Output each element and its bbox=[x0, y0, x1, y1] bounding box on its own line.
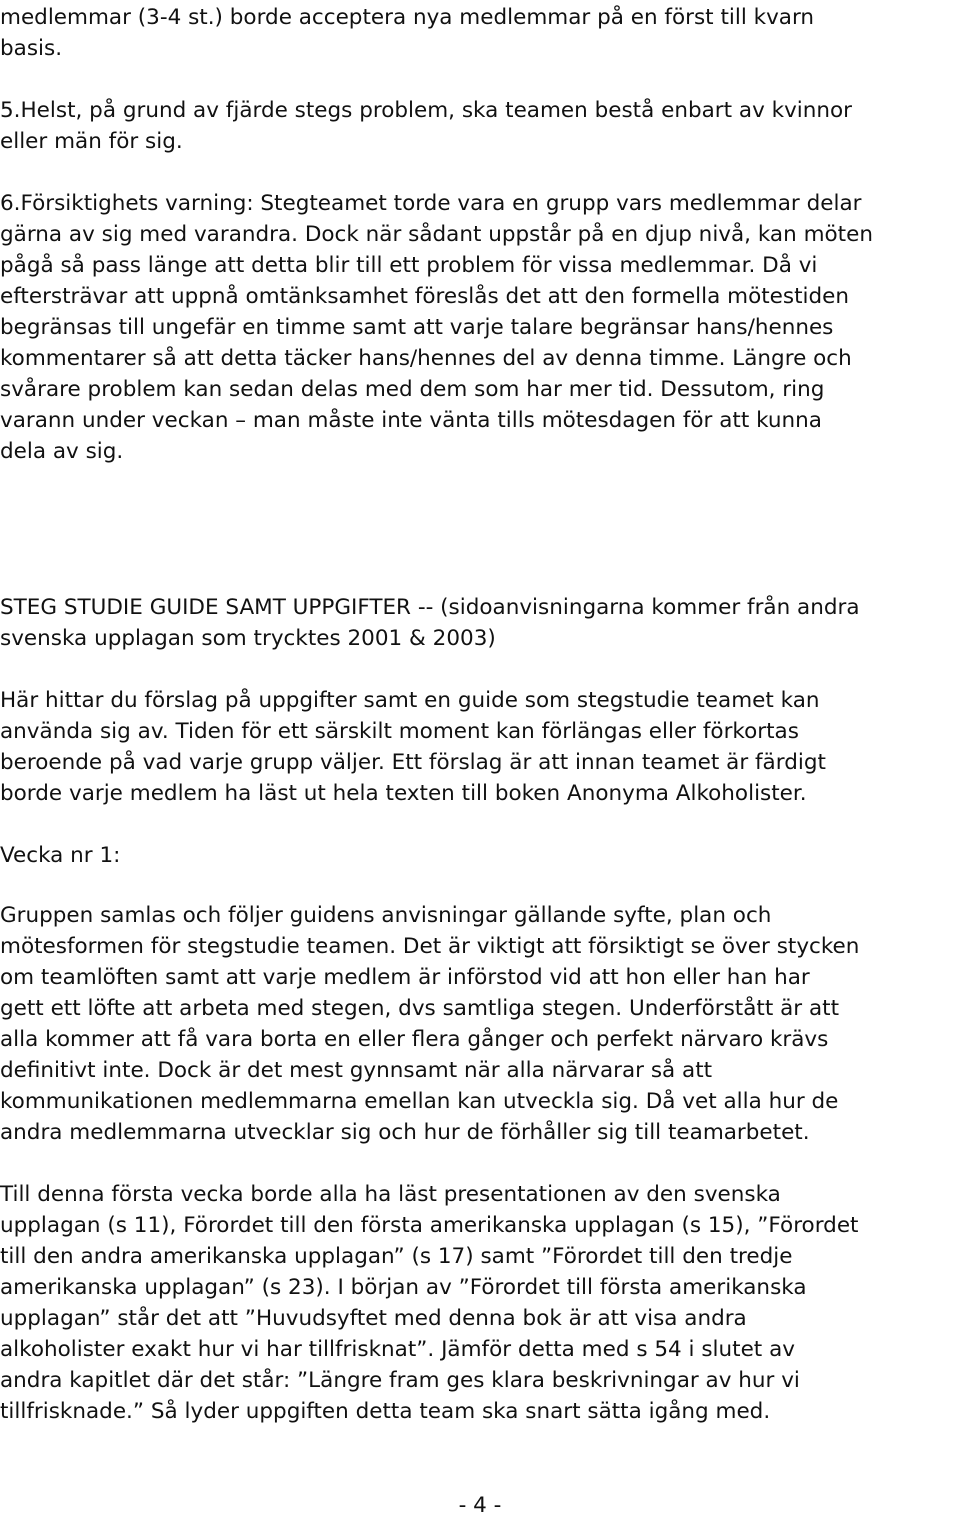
text-line: andra kapitlet där det står: ”Längre fram ges klara beskrivningar av hur vi bbox=[0, 1368, 800, 1393]
heading-line: svenska upplagan som trycktes 2001 & 2003) bbox=[0, 626, 496, 651]
text-line: borde varje medlem ha läst ut hela texten till boken Anonyma Alkoholister. bbox=[0, 781, 807, 806]
section-heading bbox=[0, 592, 955, 654]
text-line: eller män för sig. bbox=[0, 129, 183, 154]
text-line: svårare problem kan sedan delas med dem som har mer tid. Dessutom, ring bbox=[0, 377, 825, 402]
text-line: upplagan (s 11), Förordet till den första amerikanska upplagan (s 15), ”Förordet bbox=[0, 1213, 859, 1238]
text-line: gärna av sig med varandra. Dock när sådant uppstår på en djup nivå, kan möten bbox=[0, 222, 873, 247]
text-line: eftersträvar att uppnå omtänksamhet föreslås det att den formella mötestiden bbox=[0, 284, 849, 309]
text-line: upplagan” står det att ”Huvudsyftet med denna bok är att visa andra bbox=[0, 1306, 747, 1331]
text-line: om teamlöften samt att varje medlem är införstod vid att hon eller han har bbox=[0, 965, 810, 990]
text-line: begränsas till ungefär en timme samt att varje talare begränsar hans/hennes bbox=[0, 315, 834, 340]
intro-paragraph bbox=[0, 2, 955, 64]
text-line: kommunikationen medlemmarna emellan kan utveckla sig. Då vet alla hur de bbox=[0, 1089, 839, 1114]
text-line: Gruppen samlas och följer guidens anvisningar gällande syfte, plan och bbox=[0, 903, 772, 928]
text-line: dela av sig. bbox=[0, 439, 124, 464]
text-line: tillfrisknade.” Så lyder uppgiften detta team ska snart sätta igång med. bbox=[0, 1399, 771, 1424]
text-line: Till denna första vecka borde alla ha läst presentationen av den svenska bbox=[0, 1182, 781, 1207]
text-line: mötesformen för stegstudie teamen. Det är viktigt att försiktigt se över stycken bbox=[0, 934, 860, 959]
week-heading: Vecka nr 1: bbox=[0, 843, 121, 868]
heading-line: STEG STUDIE GUIDE SAMT UPPGIFTER -- (sidoanvisningarna kommer från andra bbox=[0, 595, 860, 620]
text-line: gett ett löfte att arbeta med stegen, dvs samtliga stegen. Underförstått är att bbox=[0, 996, 839, 1021]
week1-paragraph-2 bbox=[0, 1179, 955, 1427]
list-item-5 bbox=[0, 95, 955, 157]
week-label bbox=[0, 840, 955, 871]
text-line: Här hittar du förslag på uppgifter samt en guide som stegstudie teamet kan bbox=[0, 688, 820, 713]
text-line: till den andra amerikanska upplagan” (s 17) samt ”Förordet till den tredje bbox=[0, 1244, 793, 1269]
text-line: varann under veckan – man måste inte vänta tills mötesdagen för att kunna bbox=[0, 408, 822, 433]
text-line: andra medlemmarna utvecklar sig och hur de förhåller sig till teamarbetet. bbox=[0, 1120, 810, 1145]
text-line: använda sig av. Tiden för ett särskilt moment kan förlängas eller förkortas bbox=[0, 719, 799, 744]
text-line: 5.Helst, på grund av fjärde stegs problem, ska teamen bestå enbart av kvinnor bbox=[0, 98, 853, 123]
text-line: kommentarer så att detta täcker hans/hennes del av denna timme. Längre och bbox=[0, 346, 852, 371]
page-number: - 4 - bbox=[458, 1493, 502, 1518]
text-line: alla kommer att få vara borta en eller flera gånger och perfekt närvaro krävs bbox=[0, 1027, 829, 1052]
text-line: medlemmar (3-4 st.) borde acceptera nya medlemmar på en först till kvarn bbox=[0, 5, 815, 30]
guide-intro-paragraph bbox=[0, 685, 955, 809]
text-line: amerikanska upplagan” (s 23). I början av ”Förordet till första amerikanska bbox=[0, 1275, 807, 1300]
text-line: beroende på vad varje grupp väljer. Ett förslag är att innan teamet är färdigt bbox=[0, 750, 826, 775]
text-line: alkoholister exakt hur vi har tillfrisknat”. Jämför detta med s 54 i slutet av bbox=[0, 1337, 795, 1362]
text-line: 6.Försiktighets varning: Stegteamet torde vara en grupp vars medlemmar delar bbox=[0, 191, 862, 216]
text-line: basis. bbox=[0, 36, 63, 61]
text-line: pågå så pass länge att detta blir till ett problem för vissa medlemmar. Då vi bbox=[0, 253, 818, 278]
week1-paragraph-1 bbox=[0, 900, 955, 1148]
list-item-6 bbox=[0, 188, 955, 467]
text-line: definitivt inte. Dock är det mest gynnsamt när alla närvarar så att bbox=[0, 1058, 713, 1083]
